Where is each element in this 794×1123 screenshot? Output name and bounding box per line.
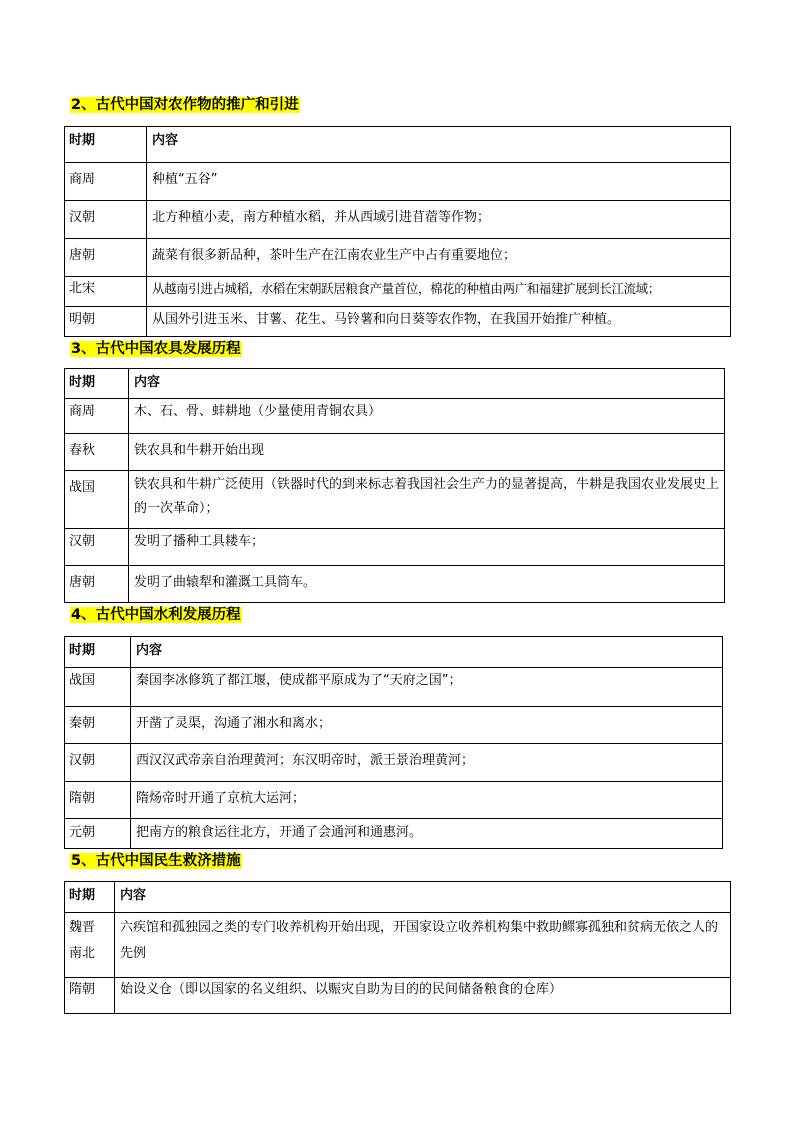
row-content: 发明了曲辕犁和灌溉工具筒车。 bbox=[134, 575, 317, 590]
table-row bbox=[65, 277, 731, 307]
row-period: 汉朝 bbox=[69, 210, 96, 225]
section-title-water bbox=[70, 604, 242, 626]
row-content: 开凿了灵渠，沟通了湘水和离水； bbox=[136, 716, 332, 731]
row-period: 唐朝 bbox=[69, 575, 96, 590]
row-period: 隋朝 bbox=[69, 791, 96, 806]
row-period: 商周 bbox=[69, 172, 96, 187]
table-header-row bbox=[65, 882, 731, 913]
water-table bbox=[64, 636, 723, 849]
row-period: 汉朝 bbox=[69, 534, 96, 549]
section-title-text: 2、古代中国对农作物的推广和引进 bbox=[71, 97, 299, 113]
section-title-text: 3、古代中国农具发展历程 bbox=[71, 341, 241, 357]
row-period: 秦朝 bbox=[69, 716, 96, 731]
row-period: 唐朝 bbox=[69, 248, 96, 263]
table-row bbox=[65, 819, 723, 849]
table-row bbox=[65, 201, 731, 239]
relief-table bbox=[64, 881, 731, 1014]
row-content: 六疾馆和孤独园之类的专门收养机构开始出现，开国家设立收养机构集中救助鳏寡孤独和贫病无依之人的先例 bbox=[120, 920, 719, 961]
row-period: 汉朝 bbox=[69, 753, 96, 768]
row-period: 春秋 bbox=[69, 443, 96, 458]
table-header-row bbox=[65, 637, 723, 668]
header-content: 内容 bbox=[134, 375, 161, 390]
row-period: 明朝 bbox=[69, 312, 96, 327]
row-content: 始设义仓（即以国家的名义组织、以赈灾自助为目的的民间储备粮食的仓库） bbox=[120, 982, 563, 997]
row-period: 战国 bbox=[69, 673, 96, 688]
table-row bbox=[65, 744, 723, 782]
table-row bbox=[65, 529, 725, 566]
row-period: 魏晋南北 bbox=[69, 920, 96, 961]
table-row bbox=[65, 239, 731, 277]
table-row bbox=[65, 163, 731, 201]
table-row bbox=[65, 434, 725, 471]
row-content: 铁农具和牛耕广泛使用（铁器时代的到来标志着我国社会生产力的显著提高，牛耕是我国农业发展史上的一次革命）； bbox=[134, 477, 720, 516]
row-period: 商周 bbox=[69, 404, 96, 419]
table-header-row bbox=[65, 369, 725, 399]
row-period: 北宋 bbox=[69, 281, 96, 296]
header-period: 时期 bbox=[69, 888, 96, 903]
row-period: 战国 bbox=[69, 480, 96, 495]
row-content: 种植“五谷” bbox=[152, 172, 218, 187]
row-content: 蔬菜有很多新品种，茶叶生产在江南农业生产中占有重要地位； bbox=[152, 248, 517, 263]
row-content: 发明了播种工具耧车； bbox=[134, 534, 265, 549]
header-content: 内容 bbox=[136, 643, 163, 658]
table-row bbox=[65, 782, 723, 819]
row-content: 西汉汉武帝亲自治理黄河；东汉明帝时，派王景治理黄河； bbox=[136, 753, 475, 768]
header-period: 时期 bbox=[69, 375, 96, 390]
header-period: 时期 bbox=[69, 133, 96, 148]
row-content: 秦国李冰修筑了都江堰，使成都平原成为了“天府之国”； bbox=[136, 673, 462, 688]
header-content: 内容 bbox=[152, 133, 179, 148]
row-content: 把南方的粮食运往北方，开通了会通河和通惠河。 bbox=[136, 825, 423, 840]
section-title-relief bbox=[70, 850, 242, 872]
row-period: 元朝 bbox=[69, 825, 96, 840]
table-row bbox=[65, 307, 731, 337]
row-content: 从国外引进玉米、甘薯、花生、马铃薯和向日葵等农作物，在我国开始推广种植。 bbox=[152, 312, 621, 327]
tools-table bbox=[64, 368, 725, 603]
section-title-text: 5、古代中国民生救济措施 bbox=[71, 853, 241, 869]
section-title-crops bbox=[70, 94, 300, 116]
table-row bbox=[65, 913, 731, 978]
table-row bbox=[65, 978, 731, 1014]
row-content: 北方种植小麦，南方种植水稻，并从西域引进苜蓿等作物； bbox=[152, 210, 491, 225]
table-row bbox=[65, 399, 725, 434]
row-content: 从越南引进占城稻，水稻在宋朝跃居粮食产量首位，棉花的种植由两广和福建扩展到长江流域； bbox=[152, 281, 660, 296]
table-row bbox=[65, 471, 725, 529]
row-period: 隋朝 bbox=[69, 982, 96, 997]
table-row bbox=[65, 707, 723, 744]
row-content: 木、石、骨、蚌耕地（少量使用青铜农具） bbox=[134, 404, 382, 419]
crops-table bbox=[64, 126, 731, 337]
table-row bbox=[65, 566, 725, 603]
row-content: 隋炀帝时开通了京杭大运河； bbox=[136, 791, 306, 806]
header-period: 时期 bbox=[69, 643, 96, 658]
section-title-tools bbox=[70, 338, 242, 360]
header-content: 内容 bbox=[120, 888, 147, 903]
table-row bbox=[65, 668, 723, 707]
row-content: 铁农具和牛耕开始出现 bbox=[134, 443, 265, 458]
table-header-row bbox=[65, 127, 731, 163]
section-title-text: 4、古代中国水利发展历程 bbox=[71, 607, 241, 623]
